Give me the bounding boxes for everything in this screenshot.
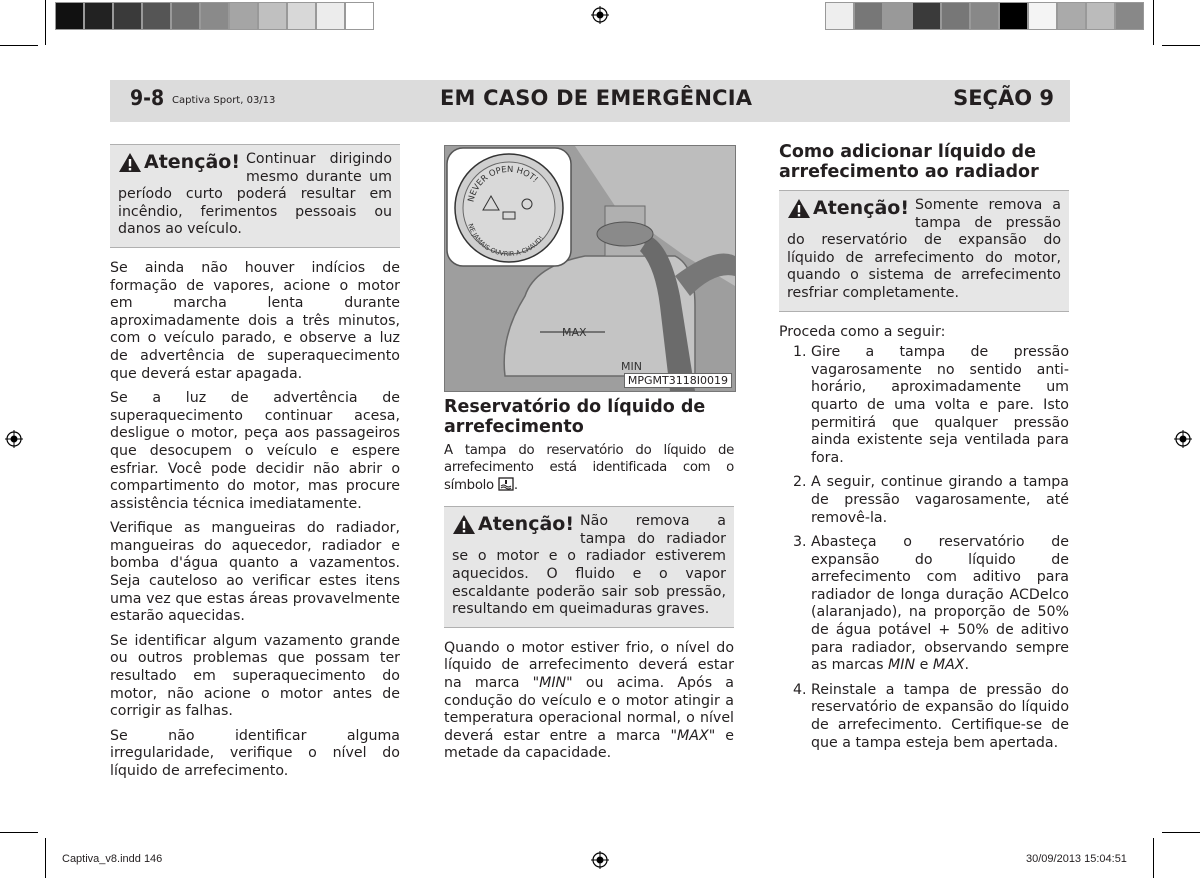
- warning-heading: [787, 197, 909, 219]
- list-item: 4. Reinstale a tampa de pressão do reservatório de expansão do líquido de arrefecimento. Certifique-se de que a tampa esteja bem apertada.: [811, 682, 1069, 752]
- paragraph: A tampa do reservatório do líquido de arrefecimento está identificada com o símbolo .: [444, 443, 734, 493]
- list-item: 1. Gire a tampa de pressão vagarosamente no sentido anti-horário, aproximadamente um quarto de uma volta e pare. Isto permitirá que qualquer pressão ainda existente seja ventilada para fora.: [811, 344, 1069, 467]
- min-mark-text: MIN: [539, 674, 567, 691]
- warning-triangle-icon: [787, 198, 811, 219]
- list-item-text: e: [915, 657, 933, 674]
- registration-mark-icon: [591, 851, 609, 869]
- paragraph-text: Quando o motor estiver frio, o nível do líquido de arrefecimento deverá estar na marca ": [444, 639, 734, 691]
- list-item-text: .: [964, 657, 970, 674]
- registration-mark-icon: [1174, 430, 1192, 448]
- warning-heading: [452, 513, 574, 535]
- page-header: [110, 80, 1070, 122]
- max-mark: MAX: [562, 326, 587, 339]
- max-mark-text: MAX: [677, 727, 709, 744]
- page-reference: Captiva Sport, 03/13: [172, 95, 276, 106]
- paragraph-text: A tampa do reservatório do líquido de arrefecimento está identificada com o símbolo: [444, 443, 734, 493]
- paragraph: Se a luz de advertência de superaquecimento continuar acesa, desligue o motor, peça aos passageiros que desocupem o veículo e espere esfriar. Você pode decidir não abrir o compartimento do motor, mas procure assistência técnica imediatamente.: [110, 390, 400, 512]
- list-item: [811, 534, 1069, 675]
- footer-file: Captiva_v8.indd 146: [62, 853, 163, 865]
- paragraph-text: " ou acima. Após a condução do veículo e o motor atingir a temperatura operacional normal, o nível deverá estar entre a marca ": [444, 674, 734, 744]
- paragraph: Se identificar algum vazamento grande ou outros problemas que possam ter resultado em superaquecimento do motor, não acione o motor antes de corrigir as falhas.: [110, 632, 400, 720]
- warning-label: Atenção!: [478, 513, 575, 536]
- figure-label: MPGMT3118I0019: [624, 373, 732, 388]
- cap-warning-text: NEVER OPEN HOT!: [466, 164, 540, 204]
- warning-text: Não remova a tampa do radiador se o motor e o radiador estiverem aquecidos. O fluido e o vapor escaldante poderão sair sob pressão, resultando em queimaduras graves.: [452, 513, 726, 618]
- max-mark-text: MAX: [932, 657, 965, 674]
- list-item-text: Abasteça o reservatório de expansão do líquido de arrefecimento com aditivo para radiador de longa duração ACDelco (alaranjado), na proporção de 50% de água potável + 50% de aditivo para radiador, observando sempre as marcas: [811, 534, 1069, 674]
- right-column: [779, 142, 1069, 759]
- paragraph: Se não identificar alguma irregularidade, verifique o nível do líquido de arrefecimento.: [110, 727, 400, 779]
- warning-text: Somente remova a tampa de pressão do reservatório de expansão do líquido de arrefecimento do motor, quando o sistema de arrefecimento resfriar completamente.: [787, 197, 1061, 301]
- warning-heading: [118, 151, 240, 173]
- cap-warning-text-french: NE JAMAIS OUVRIR A CHAUD!: [466, 222, 546, 259]
- section-label: SEÇÃO 9: [953, 86, 1054, 110]
- warning-triangle-icon: [118, 152, 142, 173]
- section-heading: Reservatório do líquido de arrefecimento: [444, 397, 706, 437]
- paragraph: Proceda como a seguir:: [779, 323, 946, 340]
- left-column: [110, 144, 400, 788]
- warning-triangle-icon: [452, 514, 476, 535]
- paragraph: [444, 640, 734, 763]
- list-item: 2. A seguir, continue girando a tampa de pressão vagarosamente, até removê-la.: [811, 474, 1069, 527]
- warning-label: Atenção!: [144, 151, 241, 173]
- steps-list: [779, 344, 1069, 752]
- warning-label: Atenção!: [813, 197, 910, 219]
- registration-mark-icon: [591, 6, 609, 24]
- registration-mark-icon: [5, 430, 23, 448]
- paragraph: Verifique as mangueiras do radiador, mangueiras do aquecedor, radiador e bomba d'água quanto a vazamentos. Seja cauteloso ao verificar estes itens uma vez que estas áreas provavelmente estarão aquecidas.: [110, 520, 400, 625]
- coolant-reservoir-figure: [444, 145, 736, 392]
- min-mark: MIN: [621, 360, 642, 373]
- paragraph-text: " e metade da capacidade.: [444, 727, 735, 762]
- page-number: 9-8: [130, 86, 165, 110]
- min-mark-text: MIN: [888, 657, 916, 674]
- warning-box: [779, 190, 1069, 312]
- page-title: EM CASO DE EMERGÊNCIA: [440, 86, 753, 110]
- coolant-symbol-icon: [498, 477, 514, 491]
- warning-text: Continuar dirigindo mesmo durante um período curto poderá resultar em incêndio, ferimentos pessoais ou danos ao veículo.: [118, 151, 392, 238]
- middle-column: [444, 397, 734, 770]
- warning-box: [110, 144, 400, 248]
- warning-box: [444, 506, 734, 628]
- section-heading: Como adicionar líquido de arrefecimento ao radiador: [779, 142, 1039, 182]
- paragraph: Se ainda não houver indícios de formação de vapores, acione o motor em marcha lenta durante aproximadamente dois a três minutos, com o veículo parado, e observe a luz de advertência de superaquecimento que deverá estar apagada.: [110, 259, 400, 382]
- footer-date: 30/09/2013 15:04:51: [1026, 853, 1127, 865]
- reservoir-illustration: [445, 146, 735, 391]
